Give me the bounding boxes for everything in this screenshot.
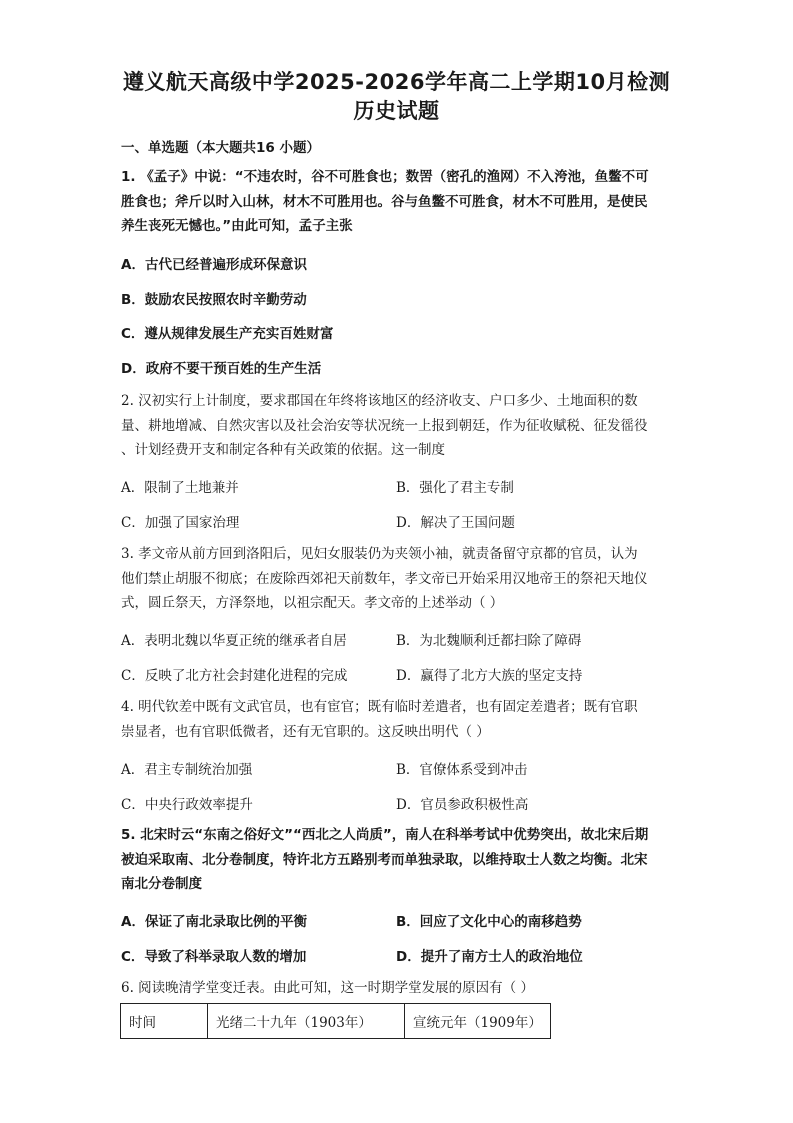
question-3-stem: [121, 542, 673, 616]
question-5-option-b[interactable]: B．回应了文化中心的南移趋势: [396, 914, 582, 930]
question-line: 1. 《孟子》中说：“不违农时，谷不可胜食也；数罟（密孔的渔网）不入洿池，鱼鳖不可: [121, 169, 649, 185]
question-line: 、计划经费开支和制定各种有关政策的依据。这一制度: [121, 442, 445, 458]
question-1-option-b[interactable]: B．鼓励农民按照农时辛勤劳动: [121, 292, 307, 308]
question-2-option-a[interactable]: A．限制了土地兼并: [121, 480, 239, 496]
question-line: 他们禁止胡服不彻底；在废除西郊祀天前数年，孝文帝已开始采用汉地帝王的祭祀天地仪: [121, 570, 648, 587]
question-1-option-a[interactable]: A．古代已经普遍形成环保意识: [121, 257, 307, 273]
question-5-stem: [121, 823, 673, 897]
question-2-option-d[interactable]: D．解决了王国问题: [396, 515, 515, 531]
question-5-option-d[interactable]: D．提升了南方士人的政治地位: [396, 949, 583, 965]
table-header-cell: 光绪二十九年（1903年）: [208, 1004, 405, 1039]
question-4-option-c[interactable]: C．中央行政效率提升: [121, 797, 253, 813]
exam-title: 遵义航天高级中学2025-2026学年高二上学期10月检测: [122, 70, 671, 94]
question-line: 4. 明代钦差中既有文武官员，也有宦官；既有临时差遣者，也有固定差遣者；既有官职: [121, 699, 638, 715]
question-line: 量、耕地增减、自然灾害以及社会治安等状况统一上报到朝廷，作为征收赋税、征发徭役: [121, 417, 648, 434]
question-5-option-c[interactable]: C．导致了科举录取人数的增加: [121, 949, 307, 965]
question-line: 南北分卷制度: [121, 876, 202, 892]
question-3-option-d[interactable]: D．赢得了北方大族的坚定支持: [396, 668, 583, 684]
question-1-option-c[interactable]: C．遵从规律发展生产充实百姓财富: [121, 326, 334, 342]
question-line: 被迫采取南、北分卷制度，特许北方五路别考而单独录取，以维持取士人数之均衡。北宋: [121, 851, 648, 868]
question-2-option-b[interactable]: B．强化了君主专制: [396, 480, 514, 496]
exam-subtitle: 历史试题: [353, 99, 440, 123]
question-5-option-a[interactable]: A．保证了南北录取比例的平衡: [121, 914, 307, 930]
table-header-cell: 时间: [121, 1004, 208, 1039]
question-1-stem: [121, 165, 673, 239]
question-3-option-a[interactable]: A．表明北魏以华夏正统的继承者自居: [121, 633, 347, 649]
question-line: 3. 孝文帝从前方回到洛阳后，见妇女服装仍为夹领小袖，就责备留守京都的官员，认为: [121, 546, 638, 562]
question-3-option-c[interactable]: C．反映了北方社会封建化进程的完成: [121, 668, 348, 684]
question-line: 养生丧死无憾也。”由此可知，孟子主张: [121, 218, 353, 234]
question-2-option-c[interactable]: C．加强了国家治理: [121, 515, 240, 531]
question-line: 胜食也；斧斤以时入山林，材木不可胜用也。谷与鱼鳖不可胜食，材木不可胜用，是使民: [121, 193, 648, 210]
question-1-option-d[interactable]: D．政府不要干预百姓的生产生活: [121, 361, 322, 377]
question-4-option-a[interactable]: A．君主专制统治加强: [121, 762, 253, 778]
question-4-stem: [121, 695, 673, 744]
question-2-stem: [121, 389, 673, 463]
question-line: 6. 阅读晚清学堂变迁表。由此可知，这一时期学堂发展的原因有（ ）: [121, 980, 534, 996]
section-heading: 一、单选题（本大题共16 小题）: [121, 140, 320, 156]
question-line: 5. 北宋时云“东南之俗好文”“西北之人尚质”，南人在科举考试中优势突出，故北宋后期: [121, 827, 649, 843]
question-4-option-d[interactable]: D．官员参政积极性高: [396, 797, 529, 813]
question-6-stem: [121, 976, 673, 1001]
question-line: 2. 汉初实行上计制度，要求郡国在年终将该地区的经济收支、户口多少、土地面积的数: [121, 393, 638, 409]
table-row: [121, 1004, 551, 1039]
question-line: 式，圆丘祭天，方泽祭地，以祖宗配天。孝文帝的上述举动（ ）: [121, 595, 504, 611]
question-4-option-b[interactable]: B．官僚体系受到冲击: [396, 762, 528, 778]
question-3-option-b[interactable]: B．为北魏顺利迁都扫除了障碍: [396, 633, 582, 649]
table-header-cell: 宣统元年（1909年）: [405, 1004, 551, 1039]
school-change-table: [120, 1003, 551, 1039]
question-line: 崇显者，也有官职低微者，还有无官职的。这反映出明代（ ）: [121, 723, 490, 740]
